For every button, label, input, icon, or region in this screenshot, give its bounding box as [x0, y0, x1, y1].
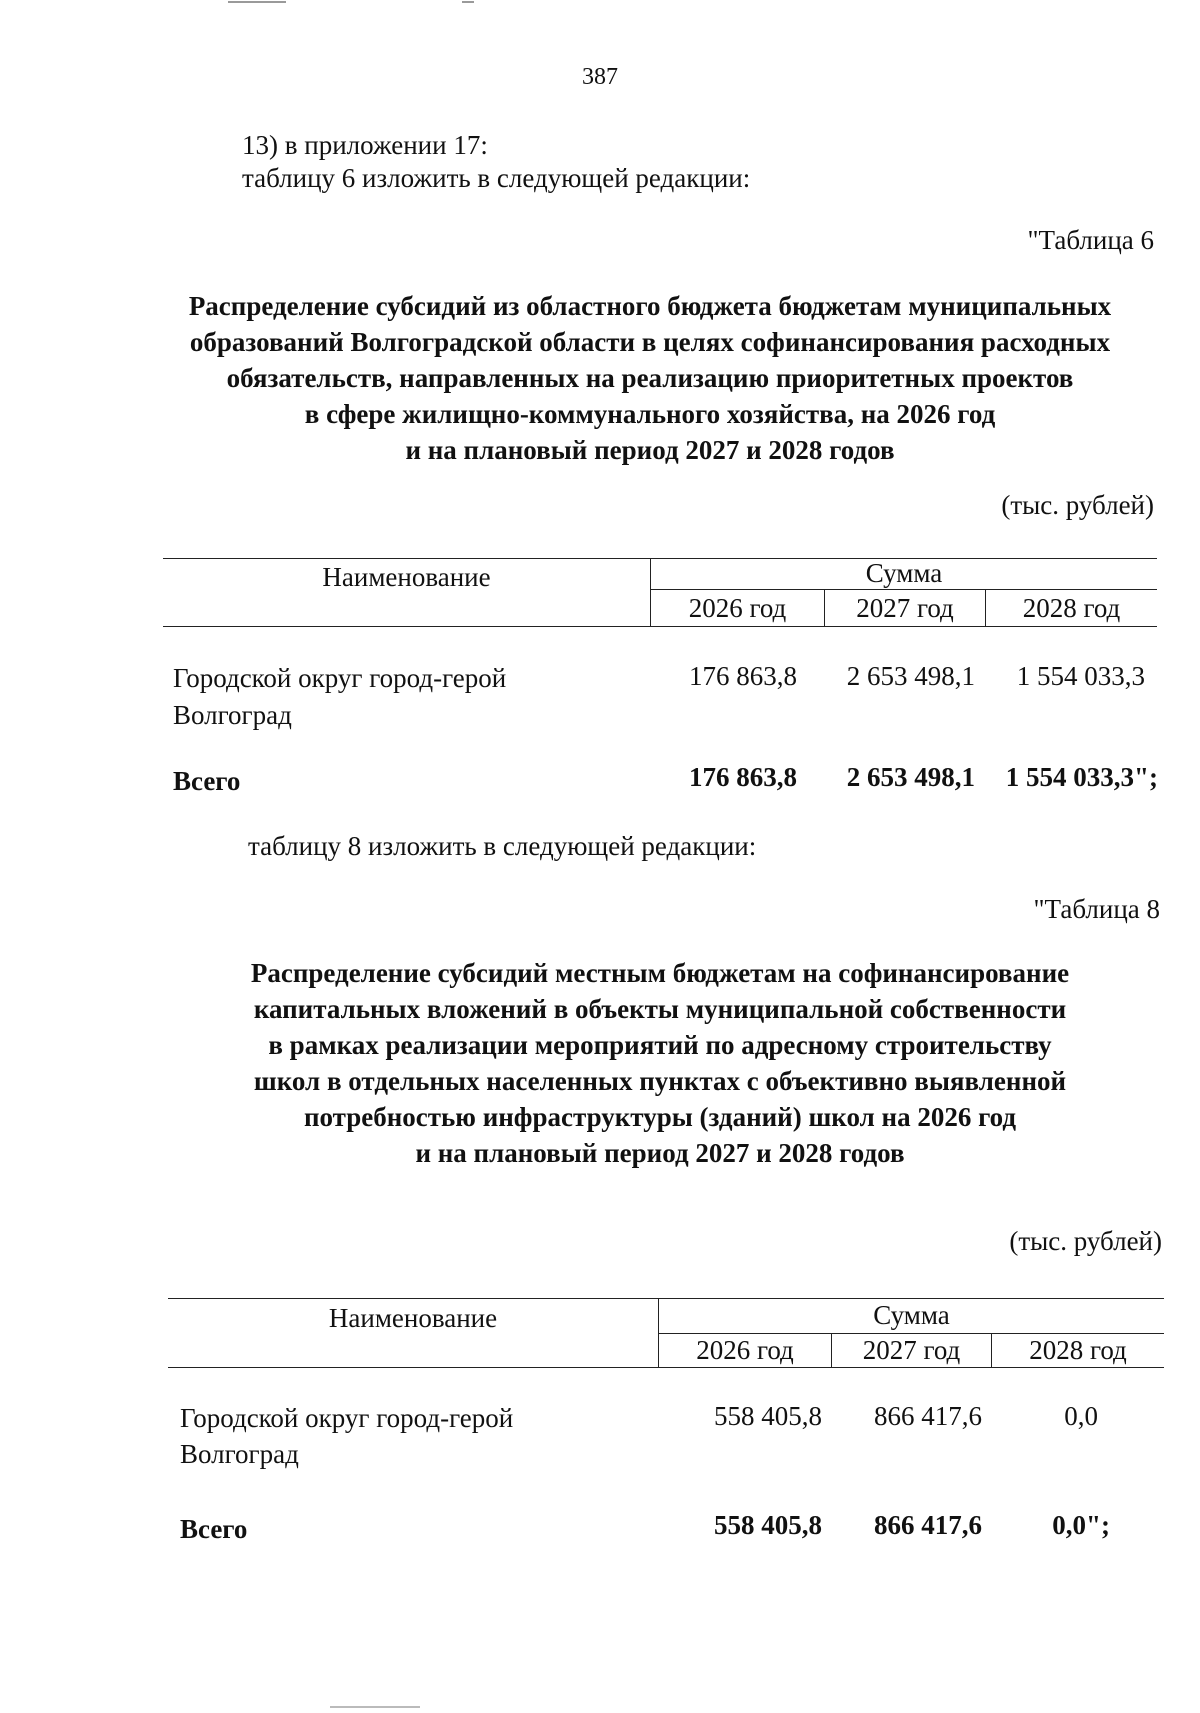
table8-heading-line: школ в отдельных населенных пунктах с объективно выявленной: [253, 1066, 1067, 1096]
table6-heading-line: Распределение субсидий из областного бюджета бюджетам муниципальных: [188, 291, 1112, 321]
table8-header-sum: Сумма: [873, 1300, 950, 1330]
table6-header-year: 2027 год: [856, 593, 954, 623]
table6-row-value-2026: 176 863,8: [689, 661, 797, 691]
table8-row-value-2026: 558 405,8: [714, 1401, 822, 1431]
table8-header-name: Наименование: [328, 1303, 498, 1333]
table8-units: (тыс. рублей): [1009, 1226, 1162, 1256]
table8-row-value-2027: 866 417,6: [874, 1401, 982, 1431]
table8-row-name: Городской округ город-герой: [180, 1403, 514, 1433]
page-number: 387: [582, 64, 618, 90]
table8-row-value-2028: 0,0: [1064, 1401, 1098, 1431]
table8-header-year: 2027 год: [862, 1335, 961, 1365]
table6-header-bottom-rule: [163, 626, 1157, 627]
table8-heading: [160, 955, 1160, 1171]
table6-row-name: Городской округ город-герой: [173, 663, 507, 693]
table6-units: (тыс. рублей): [1001, 490, 1154, 520]
table8-label: "Таблица 8: [1033, 894, 1160, 924]
table6-header-year: 2026 год: [688, 593, 787, 623]
table6-total-2026: 176 863,8: [689, 762, 797, 792]
table8-total-2026: 558 405,8: [714, 1510, 822, 1540]
between-text: таблицу 8 изложить в следующей редакции:: [248, 831, 757, 861]
table6-heading-line: образований Волгоградской области в целях софинансирования расходных: [189, 327, 1111, 357]
table8-heading-line: потребностью инфраструктуры (зданий) школ на 2026 год: [303, 1102, 1017, 1132]
intro-line-1: 13) в приложении 17:: [242, 130, 488, 160]
table6-heading-line: обязательств, направленных на реализацию приоритетных проектов: [226, 363, 1074, 393]
table6-row-name-cont: Волгоград: [173, 700, 292, 730]
table8-heading-line: капитальных вложений в объекты муниципальной собственности: [253, 994, 1067, 1024]
table8-total-2028: 0,0";: [1052, 1510, 1110, 1540]
table6-header-sum: Сумма: [865, 558, 943, 588]
table6-total-label: Всего: [173, 766, 241, 796]
table6-heading-line: в сфере жилищно-коммунального хозяйства, на 2026 год: [304, 399, 996, 429]
table8-header-year: 2028 год: [1029, 1335, 1127, 1365]
intro-line-2: таблицу 6 изложить в следующей редакции:: [242, 163, 751, 193]
table6-row-value-2027: 2 653 498,1: [846, 661, 975, 691]
scan-edge-mark: [330, 1706, 420, 1708]
table6-header-name: Наименование: [322, 562, 491, 592]
table6-header-year: 2028 год: [1022, 593, 1121, 623]
scan-edge-mark: [462, 1, 474, 3]
table8-heading-line: в рамках реализации мероприятий по адресному строительству: [268, 1030, 1052, 1060]
table8-heading-line: и на плановый период 2027 и 2028 годов: [415, 1138, 905, 1168]
table8-row-name-cont: Волгоград: [180, 1439, 299, 1469]
table8-total-label: Всего: [180, 1514, 248, 1544]
table8-header-year: 2026 год: [696, 1335, 794, 1365]
table6-total-2027: 2 653 498,1: [846, 762, 975, 792]
table8-total-2027: 866 417,6: [874, 1510, 982, 1540]
scan-edge-mark: [228, 1, 286, 3]
table6-label: "Таблица 6: [1027, 225, 1154, 255]
table6-total-2028: 1 554 033,3";: [1005, 762, 1158, 792]
table6-row-value-2028: 1 554 033,3: [1016, 661, 1145, 691]
table6-heading: [150, 288, 1150, 468]
table6-heading-line: и на плановый период 2027 и 2028 годов: [405, 435, 895, 465]
table8-heading-line: Распределение субсидий местным бюджетам на софинансирование: [250, 958, 1070, 988]
